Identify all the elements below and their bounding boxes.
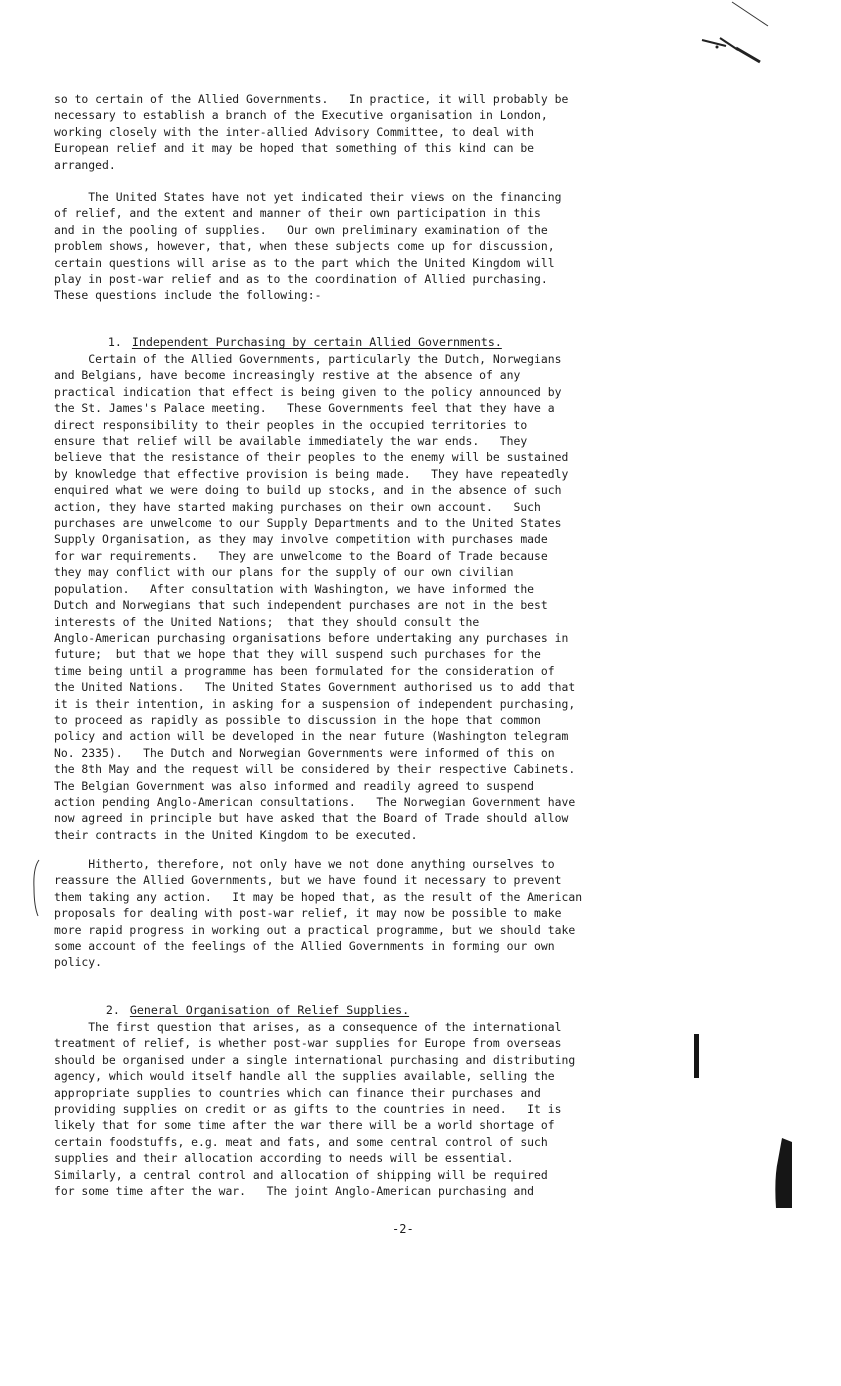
margin-blot-mark [770,1138,794,1210]
text-line: play in post-war relief and as to the coordination of Allied purchasing. [54,272,548,287]
margin-bar-mark [694,1034,699,1078]
text-line: European relief and it may be hoped that something of this kind can be [54,141,535,156]
text-line: The Belgian Government was also informed and readily agreed to suspend [54,778,535,793]
text-line: they may conflict with our plans for the supply of our own civilian [54,565,514,580]
text-line: the 8th May and the request will be considered by their respective Cabinets. [54,762,576,777]
text-line: reassure the Allied Governments, but we have found it necessary to prevent [54,873,562,888]
section-title: Independent Purchasing by certain Allied Governments. [131,335,502,349]
text-line: population. After consultation with Washington, we have informed the [54,581,535,596]
text-line: agency, which would itself handle all the supplies available, selling the [54,1069,555,1084]
page-number: -2- [392,1222,414,1236]
text-line: Anglo-American purchasing organisations before undertaking any purchases in [54,630,569,645]
text-line: future; but that we hope that they will suspend such purchases for the [54,647,541,662]
text-line: to proceed as rapidly as possible to discussion in the hope that common [54,712,541,727]
text-line: them taking any action. It may be hoped that, as the result of the American [54,889,583,904]
text-line: of relief, and the extent and manner of their own participation in this [54,206,541,221]
text-line: and Belgians, have become increasingly restive at the absence of any [54,368,521,383]
text-line: policy and action will be developed in the near future (Washington telegram [54,729,569,744]
text-line: likely that for some time after the war there will be a world shortage of [54,1118,555,1133]
text-line: policy. [54,955,103,970]
text-line: proposals for dealing with post-war relief, it may now be possible to make [54,906,562,921]
text-line: supplies and their allocation according to needs will be essential. [54,1151,514,1166]
text-line: treatment of relief, is whether post-war supplies for Europe from overseas [54,1036,562,1051]
text-line: Dutch and Norwegians that such independent purchases are not in the best [54,598,548,613]
text-line: now agreed in principle but have asked that the Board of Trade should allow [54,811,569,826]
text-line: and in the pooling of supplies. Our own preliminary examination of the [54,222,548,237]
text-line: believe that the resistance of their peoples to the enemy will be sustained [54,450,569,465]
text-line: No. 2335). The Dutch and Norwegian Governments were informed of this on [54,745,555,760]
section-number: 1. [107,335,122,349]
text-line: ensure that relief will be available immediately the war ends. They [54,434,528,449]
paragraph-intro [54,91,704,173]
text-line: action, they have started making purchases on their own account. Such [54,499,541,514]
text-line: so to certain of the Allied Governments. In practice, it will probably be [54,92,569,106]
text-line: Supply Organisation, as they may involve competition with purchases made [54,532,548,547]
text-line: Certain of the Allied Governments, particularly the Dutch, Norwegians [54,352,562,366]
paragraph-independent-purchasing [54,351,704,843]
text-line: the United Nations. The United States Government authorised us to add that [54,680,576,695]
paragraph-hitherto [54,856,704,971]
paragraph-united-states [54,189,704,304]
text-line: These questions include the following:- [54,288,322,303]
text-line: providing supplies on credit or as gifts to the countries in need. It is [54,1102,562,1117]
paragraph-general-organisation [54,1019,704,1199]
text-line: necessary to establish a branch of the Executive organisation in London, [54,108,548,123]
text-line: The first question that arises, as a consequence of the international [54,1020,562,1034]
text-line: appropriate supplies to countries which can finance their purchases and [54,1085,541,1100]
text-line: time being until a programme has been formulated for the consideration of [54,663,555,678]
text-line: certain questions will arise as to the part which the United Kingdom will [54,255,555,270]
text-line: more rapid progress in working out a practical programme, but we should take [54,922,576,937]
text-line: for war requirements. They are unwelcome to the Board of Trade because [54,548,548,563]
text-line: by knowledge that effective provision is being made. They have repeatedly [54,466,569,481]
text-line: their contracts in the United Kingdom to be executed. [54,827,418,842]
text-line: it is their intention, in asking for a suspension of independent purchasing, [54,696,576,711]
text-line: The United States have not yet indicated their views on the financing [54,190,562,204]
text-line: Similarly, a central control and allocation of shipping will be required [54,1167,548,1182]
text-line: enquired what we were doing to build up stocks, and in the absence of such [54,483,562,498]
text-line: Hitherto, therefore, not only have we not done anything ourselves to [54,857,555,871]
text-line: should be organised under a single international purchasing and distributing [54,1052,576,1067]
scan-mark-top-right [690,0,780,70]
text-line: problem shows, however, that, when these subjects come up for discussion, [54,239,555,254]
text-line: practical indication that effect is being given to the policy announced by [54,384,562,399]
text-line: interests of the United Nations; that they should consult the [54,614,480,629]
text-line: arranged. [54,157,116,172]
text-line: the St. James's Palace meeting. These Governments feel that they have a [54,401,555,416]
text-line: purchases are unwelcome to our Supply Departments and to the United States [54,516,562,531]
text-line: working closely with the inter-allied Advisory Committee, to deal with [54,124,535,139]
text-line: action pending Anglo-American consultations. The Norwegian Government have [54,794,576,809]
text-line: direct responsibility to their peoples in the occupied territories to [54,417,528,432]
section-title: General Organisation of Relief Supplies. [129,1003,410,1017]
section-number: 2. [105,1003,120,1017]
text-line: for some time after the war. The joint Anglo-American purchasing and [54,1184,535,1199]
margin-bracket-mark [30,858,42,918]
text-line: certain foodstuffs, e.g. meat and fats, and some central control of such [54,1134,548,1149]
text-line: some account of the feelings of the Allied Governments in forming our own [54,939,555,954]
